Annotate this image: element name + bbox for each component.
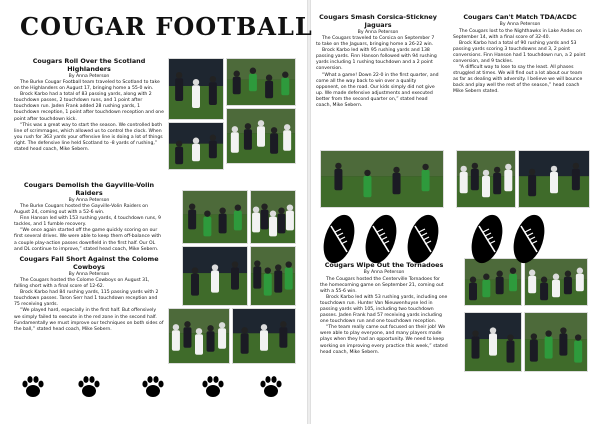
game-photo <box>250 246 296 306</box>
game-photo <box>320 150 444 208</box>
story-paragraph: Finn Hanson led with 153 rushing yards, 4 touchdown runs, 9 tackles, and 1 fumble recovery. <box>14 216 161 228</box>
story-paragraph: “We once again started off the game quickly scoring on our first several drives. We were able to keep them off-balance with a couple play-action passes downfield in the first half. Our OL and DL continue to improve,” stated head coach, Mike Sebern. <box>14 228 162 252</box>
story-byline: By Anna Peterson <box>357 29 399 35</box>
paw-print-icon <box>140 374 166 400</box>
game-photo <box>518 150 590 208</box>
story-byline: By Anna Peterson <box>68 197 110 203</box>
paw-print-icon <box>258 374 284 400</box>
story-byline: By Anna Peterson <box>68 271 110 277</box>
story-paragraph: Brock Karbo led with 95 rushing yards and 138 passing yards. Finn Hanson followed with 94 rushing yards including 1 rushing touchdown and a 2 point conversion. <box>316 48 437 72</box>
story-paragraph: The Cougars hosted the Centerville Tornadoes for the homecoming game on September 21, coming out with a 55-6 win. <box>320 276 444 294</box>
story-paragraph: Brock Karbo had 84 rushing yards, 115 passing yards with 2 touchdown passes. Taron Serr had 1 touchdown reception and 75 receiving yards. <box>14 290 159 308</box>
paw-print-icon <box>76 374 102 400</box>
story-paragraph: Brock Karbo led with 53 rushing yards, including one touchdown run. Hunter Van Nieuwenhuyse led in passing yards with 105, including two touchdown passes. Jaden Frank had 57 receiving yards including one touchdown run and one touchdown reception. <box>320 294 448 325</box>
story-headline: Cougars Fall Short Against the Colome Cowboys <box>19 255 159 271</box>
page-gutter <box>307 0 311 424</box>
football-icon <box>362 212 400 266</box>
football-icon <box>468 212 506 266</box>
paw-print-icon <box>20 374 46 400</box>
game-photo <box>182 246 248 306</box>
game-photo <box>182 190 248 244</box>
game-photo <box>168 308 230 364</box>
story-highlanders <box>14 58 164 153</box>
story-paragraph: The Burke Cougar Football team traveled to Scotland to take on the Highlanders on August 17, bringing home a 55-0 win. <box>14 80 160 92</box>
story-headline: Cougars Wipe Out the Tornadoes <box>324 261 444 269</box>
story-byline: By Anna Peterson <box>68 73 110 79</box>
story-headline: Cougars Demolish the Gayville-Volin Raiders <box>23 181 155 197</box>
game-photo <box>464 312 522 372</box>
story-paragraph: “What a game! Down 22-0 in the first quarter, and come all the way back to win over a quality opponent, on the road. Our kids simply did not give up. We made defensive adjustments and executed better from the second quarter on,” stated head coach, Mike Sebern. <box>316 72 439 109</box>
story-paragraph: “The team really came out focused on their job! We were able to play everyone, and many players made plays when they had an opportunity. We need to keep working on improving every practice this week,” stated head coach, Mike Sebern. <box>320 325 448 355</box>
game-photo <box>168 122 224 170</box>
game-photo <box>250 190 296 244</box>
story-headline: Cougars Smash Corsica-Stickney Jaguars <box>319 13 437 29</box>
story-jaguars <box>316 14 440 109</box>
paw-print-icon <box>200 374 226 400</box>
game-photo <box>232 308 296 364</box>
game-photo <box>524 312 588 372</box>
story-tornadoes <box>320 262 448 356</box>
game-photo <box>226 108 296 164</box>
football-icon <box>404 212 442 266</box>
football-icon <box>320 212 358 266</box>
game-photo <box>168 58 224 120</box>
story-paragraph: “This was a great way to start the season. We controlled both line of scrimmages, which allowed us to control the clock. When you rush for 363 yards your offensive line is doing a lot of things right. The defensive line held Scotland to -8 yards of rushing,” stated head coach, Mike Sebern. <box>14 122 163 153</box>
story-paragraph: The Cougars lost to the Nighthawks in Lake Andes on September 14, with a final score of 32-40. <box>453 28 582 40</box>
story-headline: Cougars Roll Over the Scotland Highlanders <box>32 57 146 73</box>
story-paragraph: Brock Karbo had a total of 90 rushing yards and 53 passing yards scoring 3 touchdowns and 3, 2 point conversions. Finn Hanson had 1 touchdown run, a 2 point conversion, and 9 tackles. <box>453 40 586 64</box>
story-cowboys <box>14 256 164 333</box>
story-paragraph: “A difficult way to lose to say the least. All phases struggled at times. We will find out a lot about our team as far as dealing with adversity. I believe we will bounce back and play well the rest of the season,” head coach Mike Sebern stated. <box>453 65 583 95</box>
story-paragraph: “We played hard, especially in the first half. But offensively we simply failed to execute in the red zone in the second half. Fundamentally we must improve our techniques on both sides of the ball,” stated head coach, Mike Sebern. <box>14 308 164 332</box>
story-headline: Cougars Can't Match TDA/ACDC <box>463 13 577 21</box>
story-paragraph: The Cougars hosted the Colome Cowboys on August 31, falling short with a final score of 12-62. <box>14 278 150 290</box>
story-raiders <box>14 182 164 253</box>
football-icon <box>510 212 548 266</box>
story-paragraph: The Cougars traveled to Corsica on September 7 to take on the Jaguars, bringing home a 26-22 win. <box>316 36 435 48</box>
story-paragraph: Brock Karbo had a total of 83 passing yards, along with 2 touchdown passes, 2 touchdown runs, and 1 point after touchdown run. Jaden Frank added 28 rushing yards, 1 touchdown reception, 1 point after touchdown reception and one point after touchdown kick. <box>14 92 164 122</box>
game-photo <box>226 58 296 106</box>
story-byline: By Anna Peterson <box>363 270 405 275</box>
page-title: COUGAR FOOTBALL <box>20 12 313 41</box>
story-tda-acdc <box>453 14 587 96</box>
game-photo <box>456 150 516 208</box>
story-paragraph: The Burke Cougars hosted the Gayville-Volin Raiders on August 24, coming out with a 52-6 win. <box>14 204 149 216</box>
story-byline: By Anna Peterson <box>499 22 541 27</box>
